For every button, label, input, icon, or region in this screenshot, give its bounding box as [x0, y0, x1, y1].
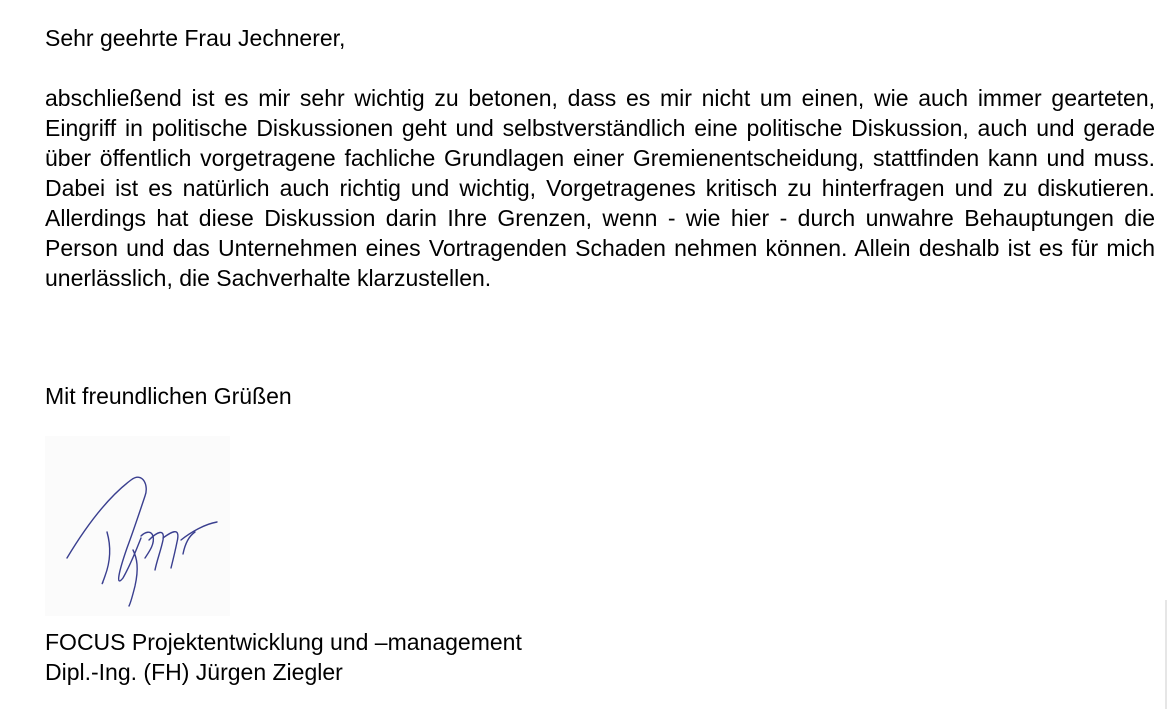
- signer-name: Dipl.-Ing. (FH) Jürgen Ziegler: [45, 659, 343, 685]
- company-name: FOCUS Projektentwicklung und –management: [45, 629, 522, 655]
- letter-body: abschließend ist es mir sehr wichtig zu betonen, dass es mir nicht um einen, wie auch immer gearteten, Eingriff in politische Diskussionen geht und selbstverständlich eine politische Diskussion, auch und gerade über öffentlich vorgetragene fachliche Grundlagen einer Gremienentscheidung, stattfinden kann und muss. Dabei ist es natürlich auch richtig und wichtig, Vorgetragenes kritisch zu hinterfragen und zu diskutieren. Allerdings hat diese Diskussion darin Ihre Grenzen, wenn - wie hier - durch unwahre Behauptungen die Person und das Unternehmen eines Vortragenden Schaden nehmen können. Allein deshalb ist es für mich unerlässlich, die Sachverhalte klarzustellen.: [45, 85, 1155, 291]
- salutation: Sehr geehrte Frau Jechnerer,: [45, 25, 346, 51]
- closing-phrase: Mit freundlichen Grüßen: [45, 383, 292, 409]
- handwritten-signature: [45, 436, 230, 616]
- signature-drawing: [45, 436, 230, 616]
